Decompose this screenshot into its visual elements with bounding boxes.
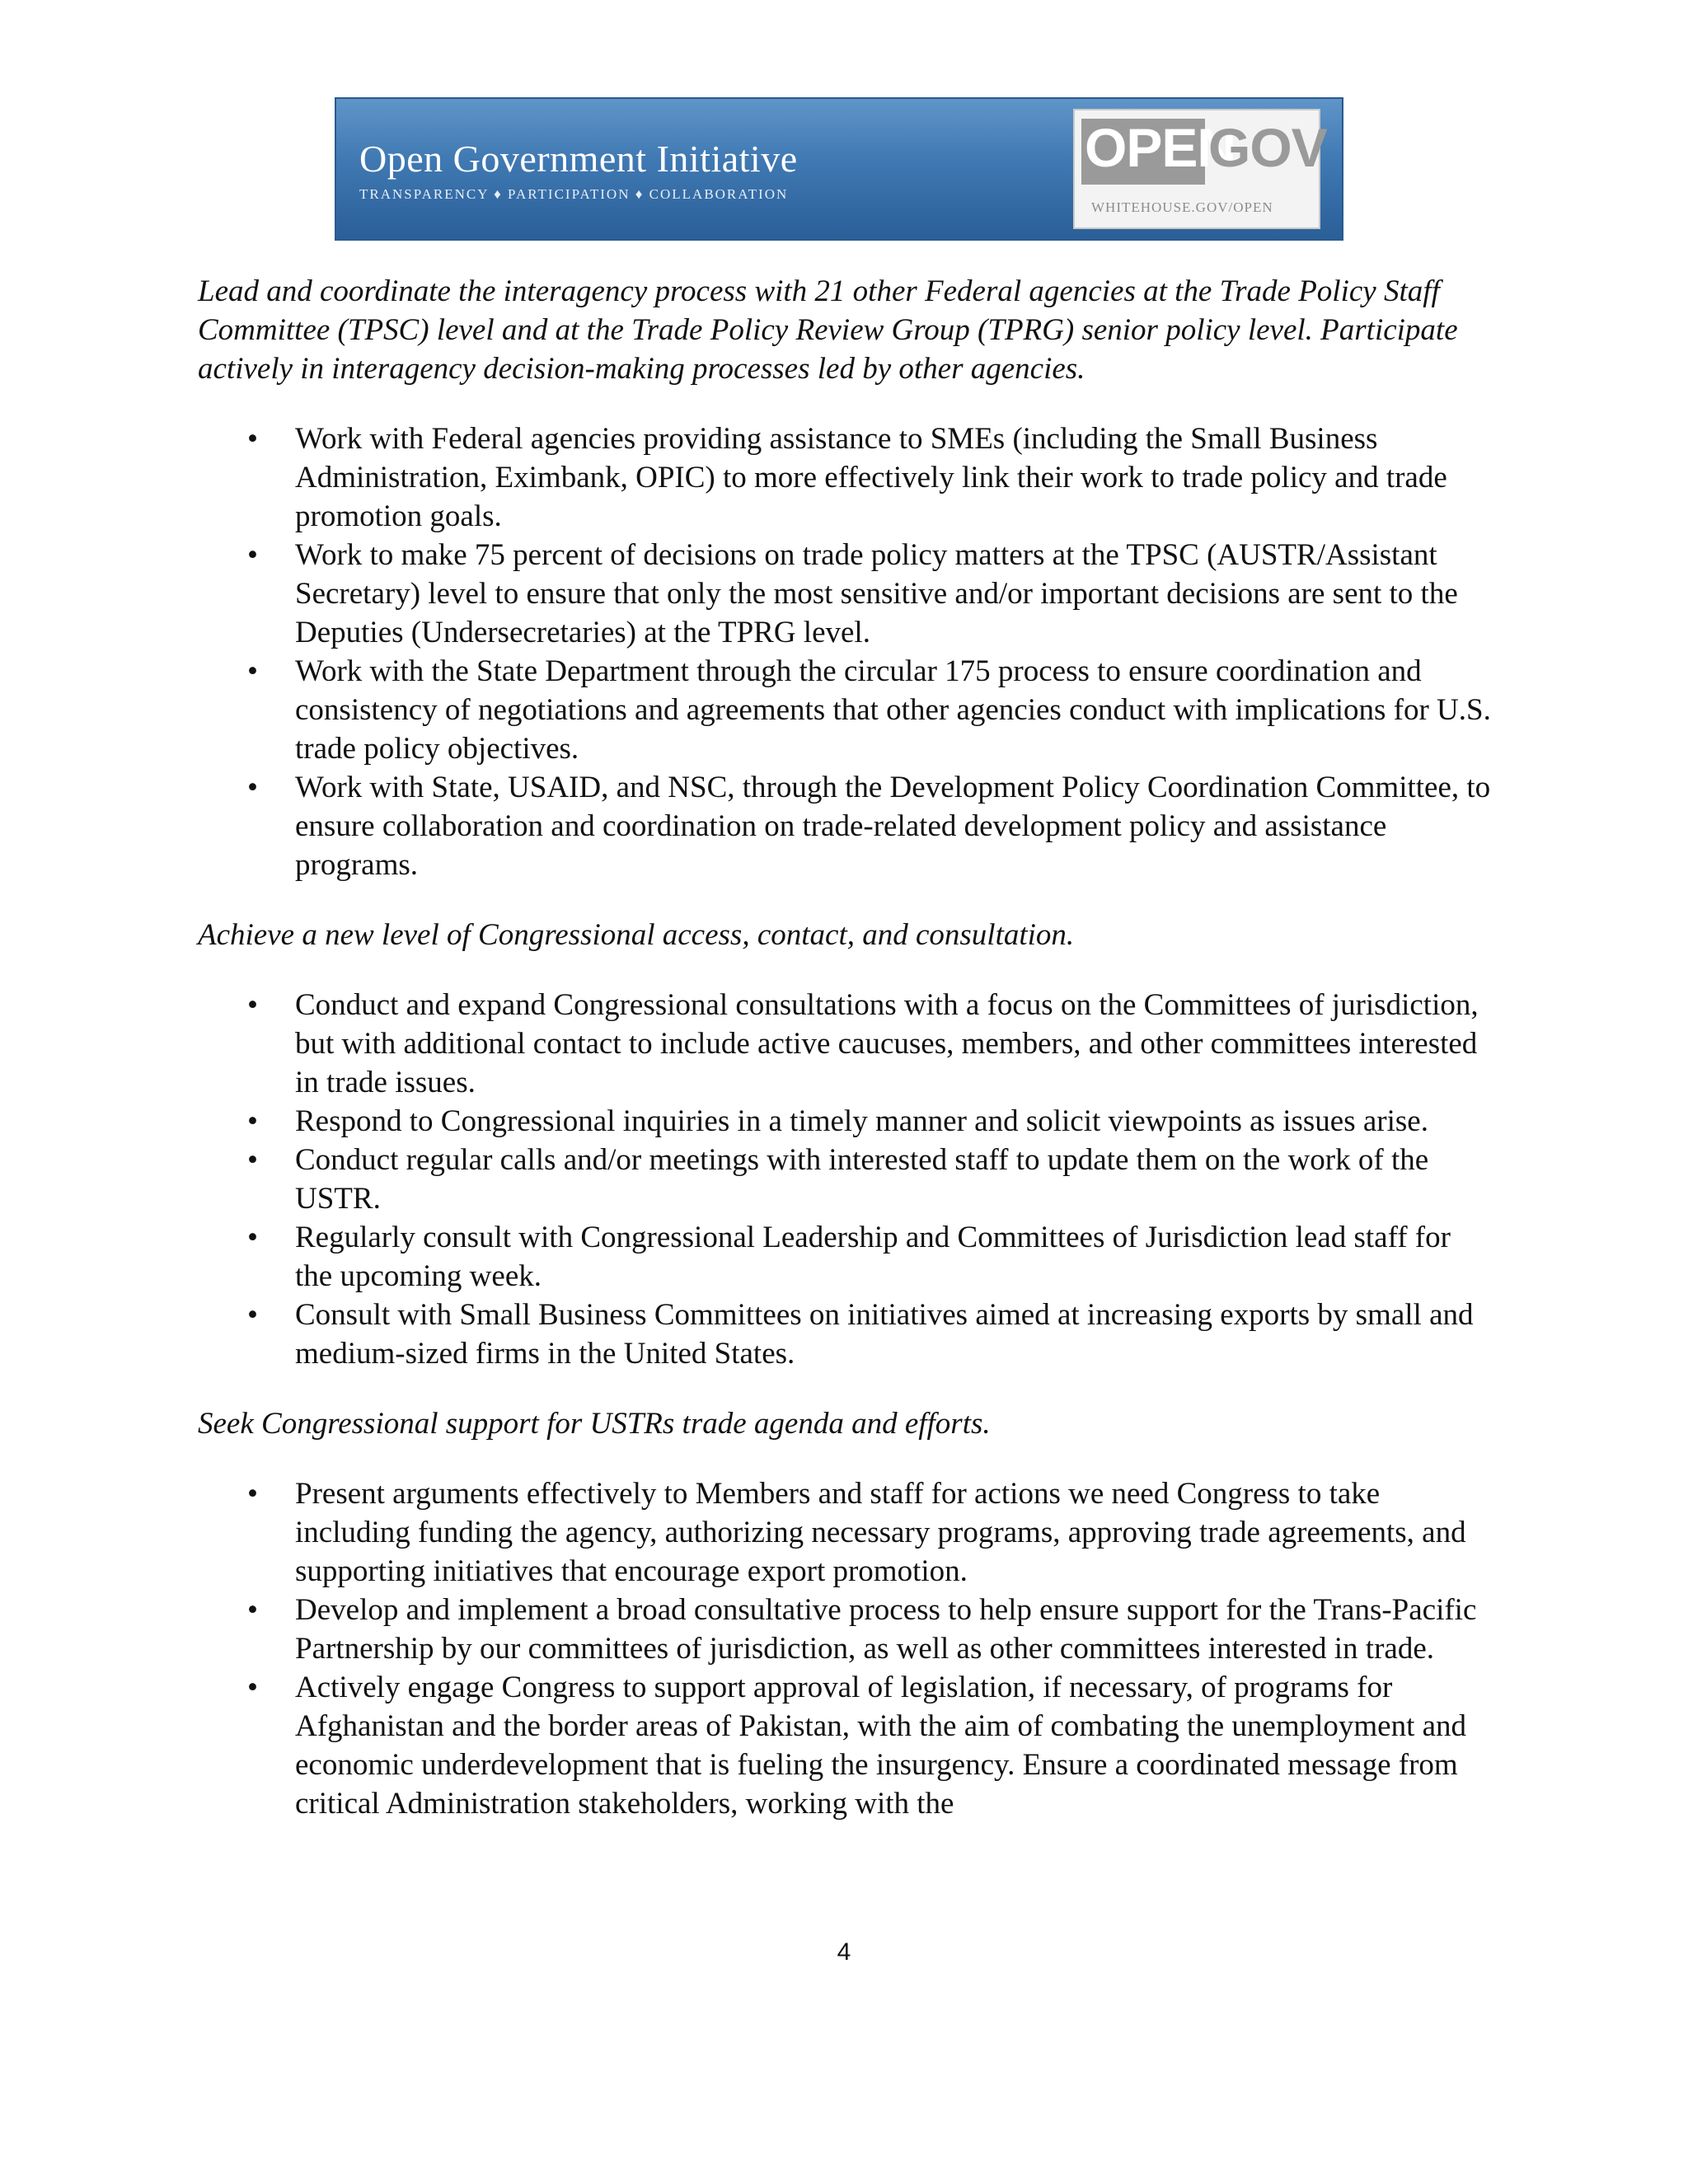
- document-body: [198, 272, 1492, 1823]
- logo-url: WHITEHOUSE.GOV/OPEN: [1091, 199, 1273, 215]
- section-2-bullets: [198, 986, 1492, 1373]
- list-item: • Conduct regular calls and/or meetings with interested staff to update them on the work of the USTR.: [198, 1141, 1492, 1218]
- section-3-intro: Seek Congressional support for USTRs trade agenda and efforts.: [198, 1407, 991, 1441]
- list-item: • Work to make 75 percent of decisions on trade policy matters at the TPSC (AUSTR/Assistant Secretary) level to ensure that only the most sensitive and/or important decisions are sent to the Deputies (Undersecretaries) at the TPRG level.: [198, 536, 1492, 652]
- list-item: • Conduct and expand Congressional consultations with a focus on the Committees of jurisdiction, but with additional contact to include active caucuses, members, and other committees interested in trade issues.: [198, 986, 1492, 1102]
- list-item: • Actively engage Congress to support approval of legislation, if necessary, of programs for Afghanistan and the border areas of Pakistan, with the aim of combating the unemployment and economic underdevelopment that is fueling the insurgency. Ensure a coordinated message from critical Administration stakeholders, working with the: [198, 1668, 1492, 1823]
- list-item: • Respond to Congressional inquiries in a timely manner and solicit viewpoints as issues arise.: [198, 1102, 1492, 1141]
- section-2-intro: Achieve a new level of Congressional access, contact, and consultation.: [198, 918, 1075, 952]
- list-item: • Work with the State Department through the circular 175 process to ensure coordination and consistency of negotiations and agreements that other agencies conduct with implications for U.S. trade policy objectives.: [198, 652, 1492, 768]
- open-gov-logo: [1073, 109, 1327, 229]
- banner-title: Open Government Initiative: [359, 138, 798, 180]
- section-1-intro: Lead and coordinate the interagency process with 21 other Federal agencies at the Trade Policy Staff Committee (TPSC) level and at the Trade Policy Review Group (TPRG) senior policy level. Participate actively in interagency decision-making processes led by other agencies.: [198, 274, 1458, 386]
- list-item: • Work with State, USAID, and NSC, through the Development Policy Coordination Committee, to ensure collaboration and coordination on trade-related development policy and assistance programs.: [198, 768, 1492, 884]
- logo-gov-text: GOV: [1208, 117, 1327, 178]
- open-gov-banner: [335, 97, 1343, 241]
- logo-open-text: OPEN: [1081, 119, 1205, 185]
- list-item: • Consult with Small Business Committees on initiatives aimed at increasing exports by small and medium-sized firms in the United States.: [198, 1296, 1492, 1373]
- section-3-bullets: [198, 1474, 1492, 1823]
- list-item: • Present arguments effectively to Members and staff for actions we need Congress to take including funding the agency, authorizing necessary programs, approving trade agreements, and supporting initiatives that encourage export promotion.: [198, 1474, 1492, 1591]
- page-number: 4: [837, 1938, 851, 1966]
- section-1-bullets: [198, 419, 1492, 884]
- list-item: • Regularly consult with Congressional Leadership and Committees of Jurisdiction lead staff for the upcoming week.: [198, 1218, 1492, 1296]
- list-item: • Develop and implement a broad consultative process to help ensure support for the Trans-Pacific Partnership by our committees of jurisdiction, as well as other committees interested in trade.: [198, 1591, 1492, 1668]
- list-item: • Work with Federal agencies providing assistance to SMEs (including the Small Business Administration, Eximbank, OPIC) to more effectively link their work to trade policy and trade promotion goals.: [198, 419, 1492, 536]
- banner-tagline: TRANSPARENCY ♦ PARTICIPATION ♦ COLLABORATION: [359, 186, 789, 202]
